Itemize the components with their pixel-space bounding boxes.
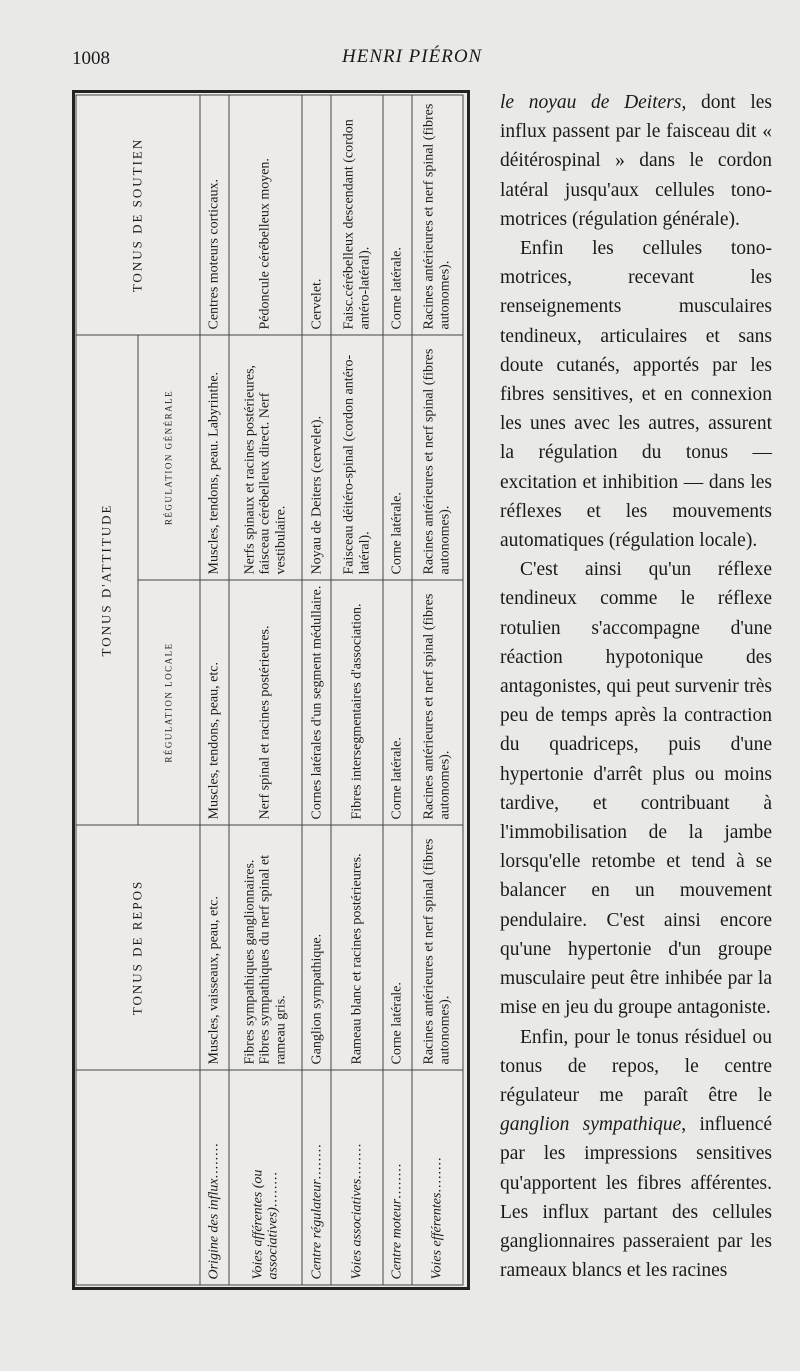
cell-locale: Muscles, tendons, peau, etc. (200, 580, 229, 825)
paragraph-2: Enfin les cellules tono-motrices, recevant les renseignements musculaires tendineux, articulaires et sans doute cutanés, apportés par les fibres sensitives, et en connexion les unes avec les autres, assurent la régulation du tonus — excitation et inhibition — dans les réflexes et les mouvements automatiques (régulation locale). (500, 238, 772, 552)
corner-cell (76, 1070, 200, 1285)
row-label: Centre moteur........ (383, 1070, 412, 1285)
page-header (0, 44, 800, 74)
running-title: HENRI PIÉRON (342, 46, 483, 67)
header-tonus-repos: TONUS DE REPOS (76, 825, 200, 1070)
cell-soutien: Corne latérale. (383, 95, 412, 335)
paragraph-4: Enfin, pour le tonus résiduel ou tonus de repos, le centre régulateur me paraît être le ganglion sympathique, influencé par les impressions sensitives qu'apportent les fibres afférentes. Les influx partant des cellules ganglionnaires passeraient par les rameaux blancs et les racines (500, 1026, 773, 1282)
cell-repos: Rameau blanc et racines postérieures. (331, 825, 382, 1070)
cell-generale: Noyau de Deiters (cervelet). (302, 335, 331, 580)
page-number: 1008 (72, 48, 110, 69)
cell-locale: Racines antérieures et nerf spinal (fibres autonomes). (412, 580, 463, 825)
italic-term: ganglion sympathique (500, 1114, 682, 1136)
body-text-column (500, 88, 772, 1285)
cell-locale: Cornes latérales d'un segment médullaire. (302, 580, 331, 825)
table-row-origine (200, 95, 229, 1285)
cell-repos: Fibres sympathiques ganglionnaires. Fibres sympathiques du nerf spinal et rameau gris. (229, 825, 302, 1070)
header-regulation-generale: RÉGULATION GÉNÉRALE (138, 335, 200, 580)
cell-locale: Nerf spinal et racines postérieures. (229, 580, 302, 825)
row-label: Centre régulateur........ (302, 1070, 331, 1285)
table-row-centre-moteur (383, 95, 412, 1285)
cell-generale: Corne latérale. (383, 335, 412, 580)
cell-repos: Racines antérieures et nerf spinal (fibres autonomes). (412, 825, 463, 1070)
header-tonus-attitude: TONUS D'ATTITUDE (76, 335, 138, 825)
row-label: Voies associatives........ (331, 1070, 382, 1285)
table-row-voies-associatives (331, 95, 382, 1285)
cell-repos: Corne latérale. (383, 825, 412, 1070)
header-tonus-soutien: TONUS DE SOUTIEN (76, 95, 200, 335)
row-label: Origine des influx........ (200, 1070, 229, 1285)
paragraph-1: le noyau de Deiters, dont les influx passent par le faisceau dit « déitérospinal » dans le cordon latéral jusqu'aux cellules tono-motrices (régulation générale). (500, 92, 772, 230)
header-regulation-locale: RÉGULATION LOCALE (138, 580, 200, 825)
tonus-table-frame (72, 90, 470, 1290)
cell-repos: Ganglion sympathique. (302, 825, 331, 1070)
table-row-centre-regulateur (302, 95, 331, 1285)
cell-locale: Fibres intersegmentaires d'association. (331, 580, 382, 825)
tonus-table (76, 95, 464, 1286)
cell-generale: Muscles, tendons, peau. Labyrinthe. (200, 335, 229, 580)
cell-soutien: Racines antérieures et nerf spinal (fibres autonomes). (412, 95, 463, 335)
row-label: Voies afférentes (ou associatives)........ (229, 1070, 302, 1285)
cell-generale: Nerfs spinaux et racines postérieures, faisceau cérébelleux direct. Nerf vestibulaire. (229, 335, 302, 580)
cell-repos: Muscles, vaisseaux, peau, etc. (200, 825, 229, 1070)
cell-generale: Racines antérieures et nerf spinal (fibres autonomes). (412, 335, 463, 580)
cell-soutien: Pédoncule cérébelleux moyen. (229, 95, 302, 335)
cell-soutien: Centres moteurs corticaux. (200, 95, 229, 335)
cell-soutien: Faisc.cérébelleux descendant (cordon antéro-latéral). (331, 95, 382, 335)
table-row-voies-afferentes (229, 95, 302, 1285)
cell-generale: Faisceau déitéro-spinal (cordon antéro-latéral). (331, 335, 382, 580)
cell-locale: Corne latérale. (383, 580, 412, 825)
cell-soutien: Cervelet. (302, 95, 331, 335)
paragraph-3: C'est ainsi qu'un réflexe tendineux comme le réflexe rotulien s'accompagne d'une réaction hypotonique des antagonistes, qui peut survenir très peu de temps après la contraction du quadriceps, puis d'une hypertonie d'arrêt plus ou moins tardive, et contribuant à l'immobilisation de la jambe lorsqu'elle retombe et tend à se balancer en un mouvement pendulaire. C'est ainsi encore qu'une hypertonie d'un groupe musculaire peut être inhibée par la mise en jeu du groupe antagoniste. (500, 559, 772, 1019)
italic-term: le noyau de Deiters (500, 92, 682, 113)
table-row-voies-efferentes (412, 95, 463, 1285)
row-label: Voies efférentes........ (412, 1070, 463, 1285)
